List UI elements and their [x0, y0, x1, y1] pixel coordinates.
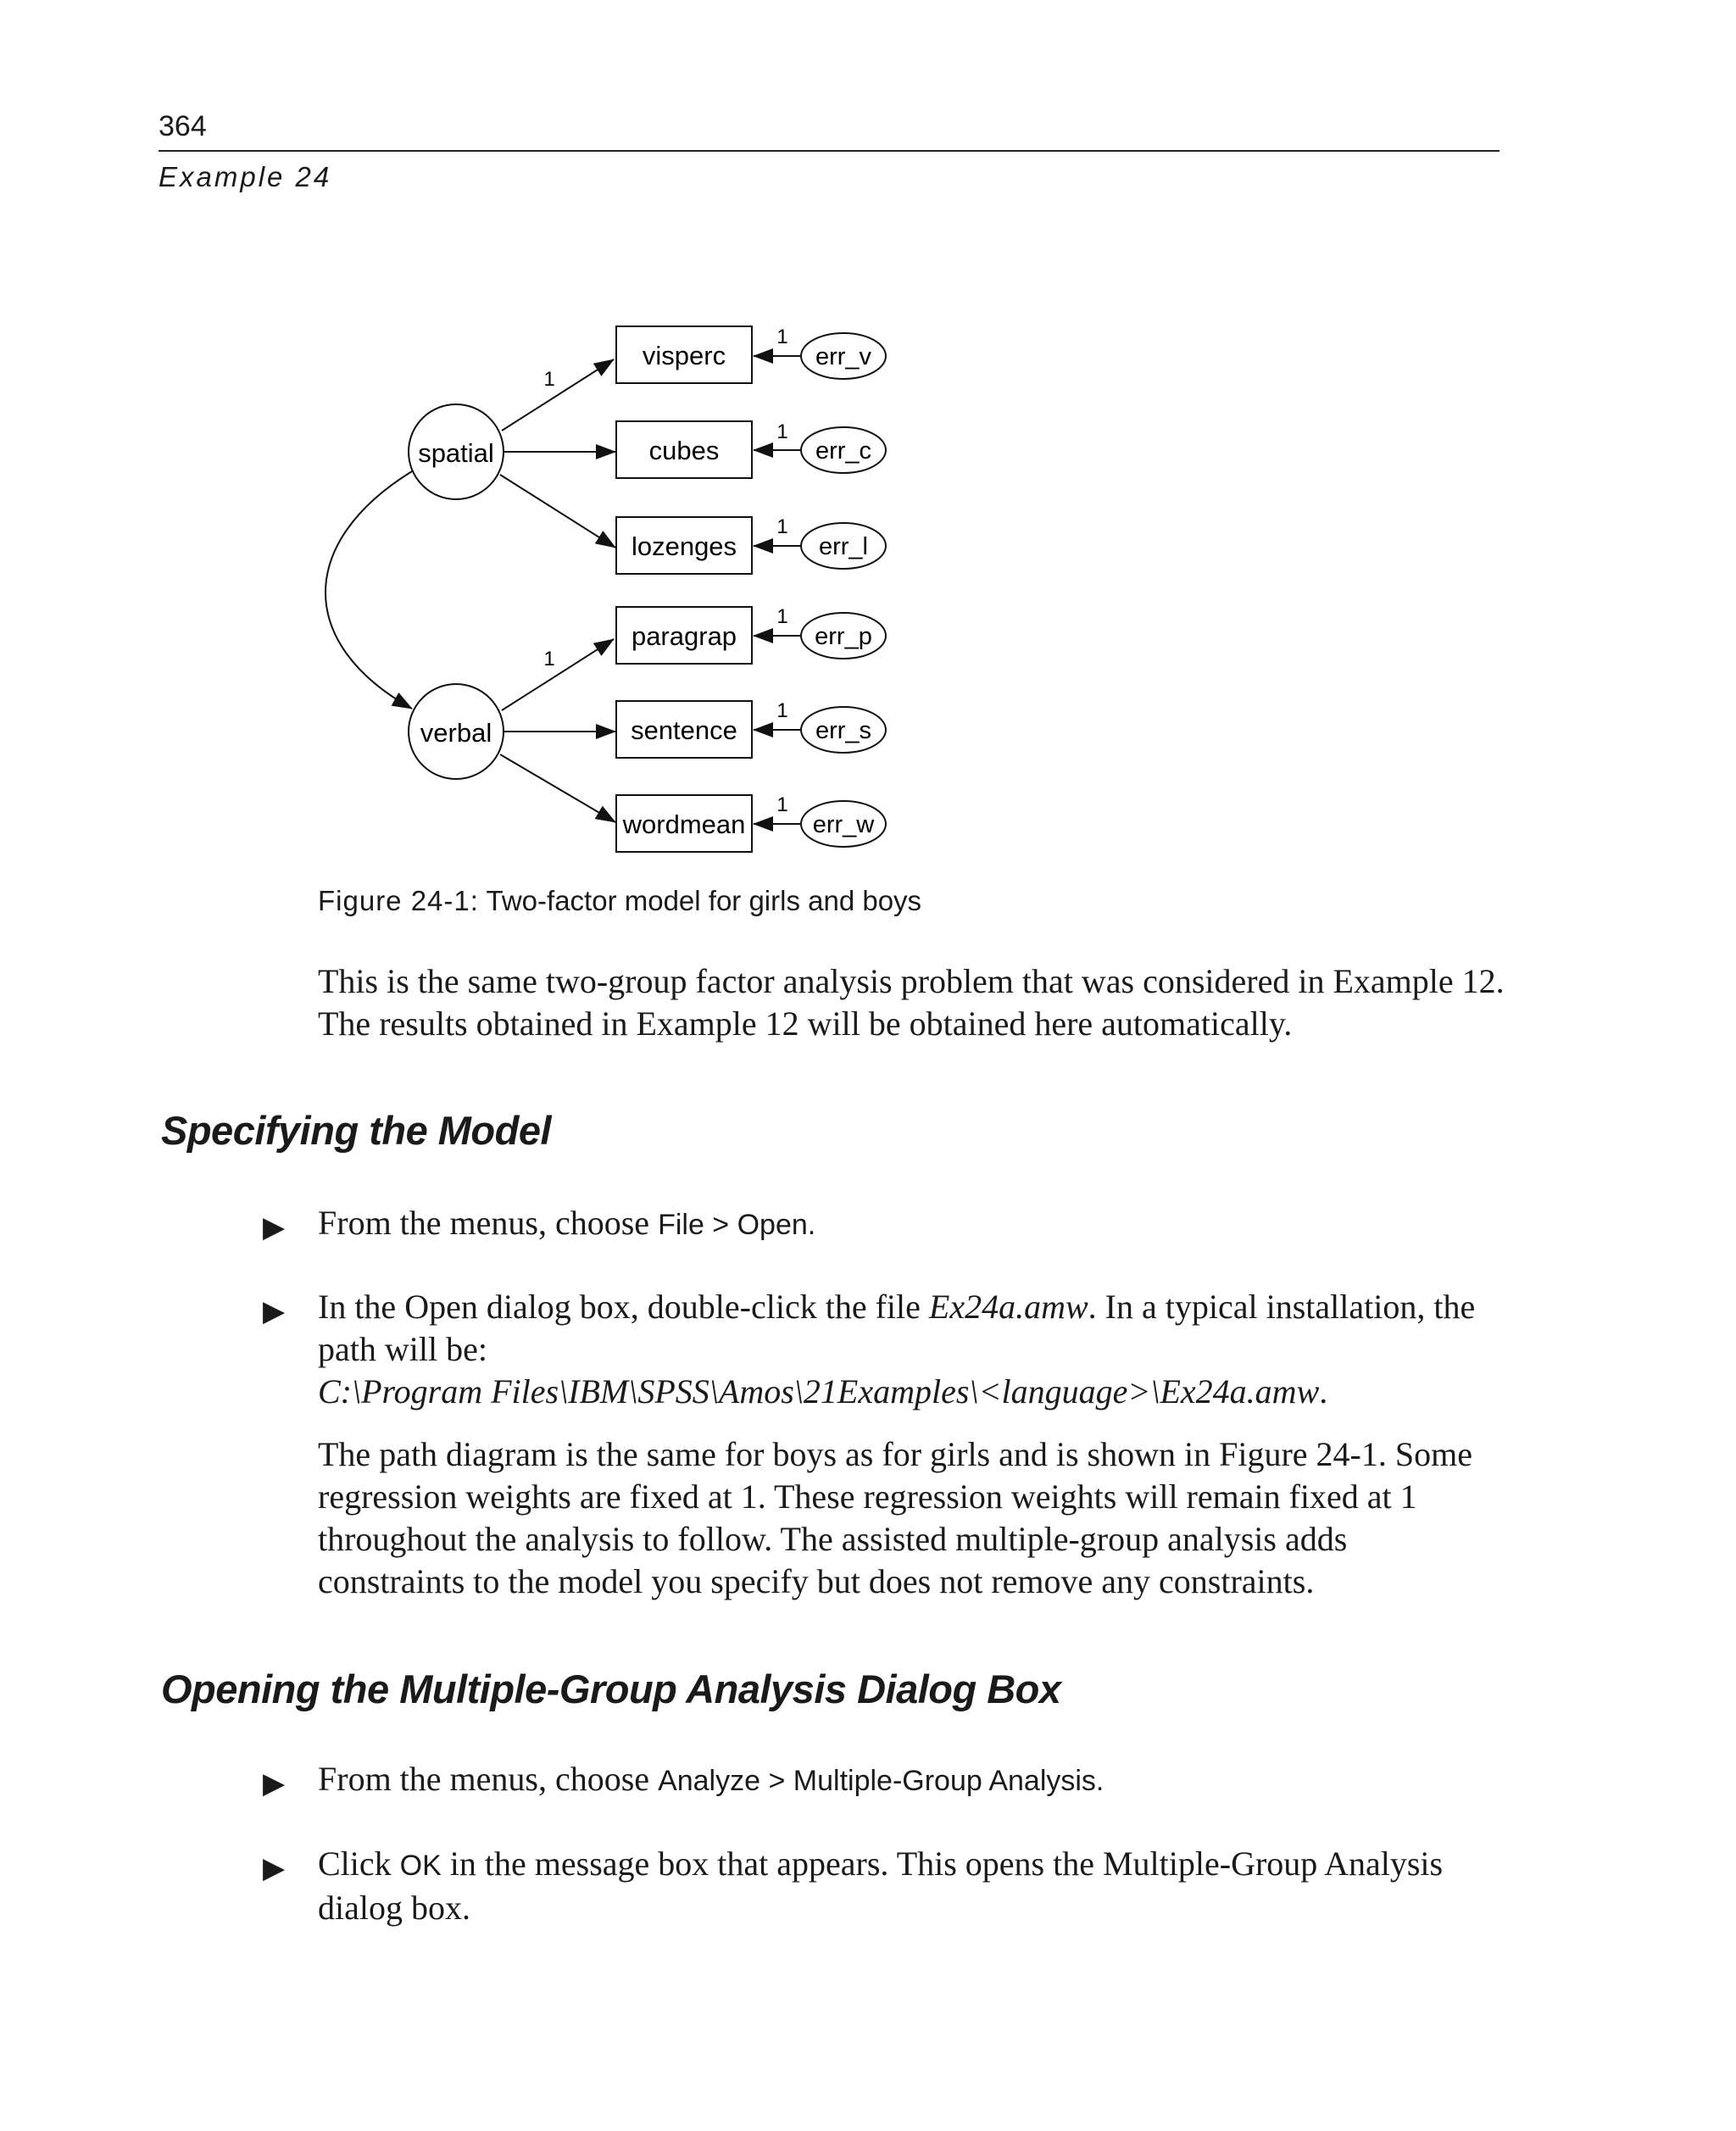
file-path: C:\Program Files\IBM\SPSS\Amos\21Examples\<language>\Ex24a.amw [318, 1372, 1320, 1410]
loading-path-wordmean [500, 754, 615, 822]
menu-separator: > [704, 1209, 737, 1241]
intro-paragraph [318, 960, 1505, 1045]
latent-verbal-label: verbal [420, 718, 492, 748]
error-err_c-label: err_c [815, 437, 872, 465]
observed-paragrap-label: paragrap [631, 621, 737, 651]
observed-cubes-label: cubes [648, 436, 720, 465]
error-weight-label: 1 [776, 699, 788, 722]
menu-file: File [658, 1209, 704, 1241]
section-heading-opening-dialog: Opening the Multiple-Group Analysis Dialog Box [161, 1666, 1061, 1711]
path-diagram-note [318, 1433, 1505, 1603]
observed-sentence-label: sentence [631, 715, 737, 745]
observed-cubes [616, 421, 752, 478]
error-err_v-label: err_v [815, 343, 872, 370]
loading-weight-label: 1 [543, 368, 555, 391]
loading-path-lozenges [500, 475, 615, 548]
figure-caption [318, 885, 921, 917]
error-err_v [801, 333, 886, 379]
step-text: Click [318, 1844, 400, 1883]
bullet-icon: ▶ [263, 1767, 286, 1800]
error-err_l [801, 523, 886, 569]
note-line: throughout the analysis to follow. The assisted multiple-group analysis adds [318, 1520, 1348, 1558]
observed-lozenges [616, 517, 752, 574]
error-err_p [801, 613, 886, 659]
error-err_s [801, 707, 886, 753]
error-weight-label: 1 [776, 793, 788, 816]
step-text: . [1319, 1372, 1328, 1410]
loading-weight-label: 1 [543, 648, 555, 670]
observed-sentence [616, 701, 752, 758]
menu-separator: > [760, 1765, 793, 1797]
error-err_w-label: err_w [812, 811, 875, 838]
error-weight-label: 1 [776, 515, 788, 538]
intro-line: The results obtained in Example 12 will be obtained here automatically. [318, 1004, 1293, 1043]
error-weight-label: 1 [776, 605, 788, 628]
covariance-path [326, 471, 412, 709]
observed-wordmean-label: wordmean [622, 810, 746, 839]
bullet-icon: ▶ [263, 1211, 286, 1244]
error-err_l-label: err_l [818, 533, 869, 560]
observed-lozenges-label: lozenges [631, 531, 737, 561]
loading-path-visperc [502, 359, 614, 431]
observed-wordmean [616, 795, 752, 852]
error-weight-label: 1 [776, 420, 788, 443]
step-text: From the menus, choose [318, 1204, 659, 1242]
figure-caption-text: Two-factor model for girls and boys [478, 885, 922, 916]
observed-paragrap [616, 607, 752, 664]
section-heading-specifying-model: Specifying the Model [161, 1108, 552, 1153]
step-text: dialog box. [318, 1889, 470, 1927]
observed-visperc [616, 326, 752, 383]
step-analyze-menu [318, 1758, 1505, 1802]
error-weight-label: 1 [776, 325, 788, 348]
step-text: . In a typical installation, the [1088, 1288, 1476, 1326]
step-text: in the message box that appears. This opens the Multiple-Group Analysis [441, 1844, 1444, 1883]
loading-path-paragrap [502, 639, 614, 710]
figure-caption-label: Figure 24-1: [318, 885, 479, 916]
step-text: path will be: [318, 1330, 487, 1368]
note-line: The path diagram is the same for boys as for girls and is shown in Figure 24-1. Some [318, 1435, 1472, 1473]
menu-multiple-group-analysis: Multiple-Group Analysis. [793, 1765, 1104, 1797]
bullet-icon: ▶ [263, 1852, 286, 1884]
running-head: Example 24 [159, 161, 332, 192]
menu-analyze: Analyze [658, 1765, 761, 1797]
step-open-file [318, 1202, 1505, 1246]
step-text: In the Open dialog box, double-click the file [318, 1288, 929, 1326]
page-number: 364 [159, 110, 207, 142]
step-text: From the menus, choose [318, 1760, 659, 1798]
error-err_w [801, 801, 886, 847]
error-err_p-label: err_p [815, 623, 872, 650]
observed-visperc-label: visperc [642, 341, 726, 370]
bullet-icon: ▶ [263, 1295, 286, 1327]
intro-line: This is the same two-group factor analysis problem that was considered in Example 12. [318, 962, 1505, 1000]
ok-label: OK [399, 1850, 442, 1882]
step-open-dialog [318, 1286, 1505, 1413]
error-err_s-label: err_s [815, 717, 872, 744]
latent-spatial-label: spatial [418, 438, 494, 468]
error-err_c [801, 427, 886, 473]
note-line: constraints to the model you specify but does not remove any constraints. [318, 1562, 1315, 1600]
note-line: regression weights are fixed at 1. These regression weights will remain fixed at 1 [318, 1477, 1417, 1516]
step-click-ok [318, 1843, 1505, 1929]
path-diagram [0, 0, 1736, 882]
file-name: Ex24a.amw [928, 1288, 1088, 1326]
menu-open: Open. [737, 1209, 816, 1241]
